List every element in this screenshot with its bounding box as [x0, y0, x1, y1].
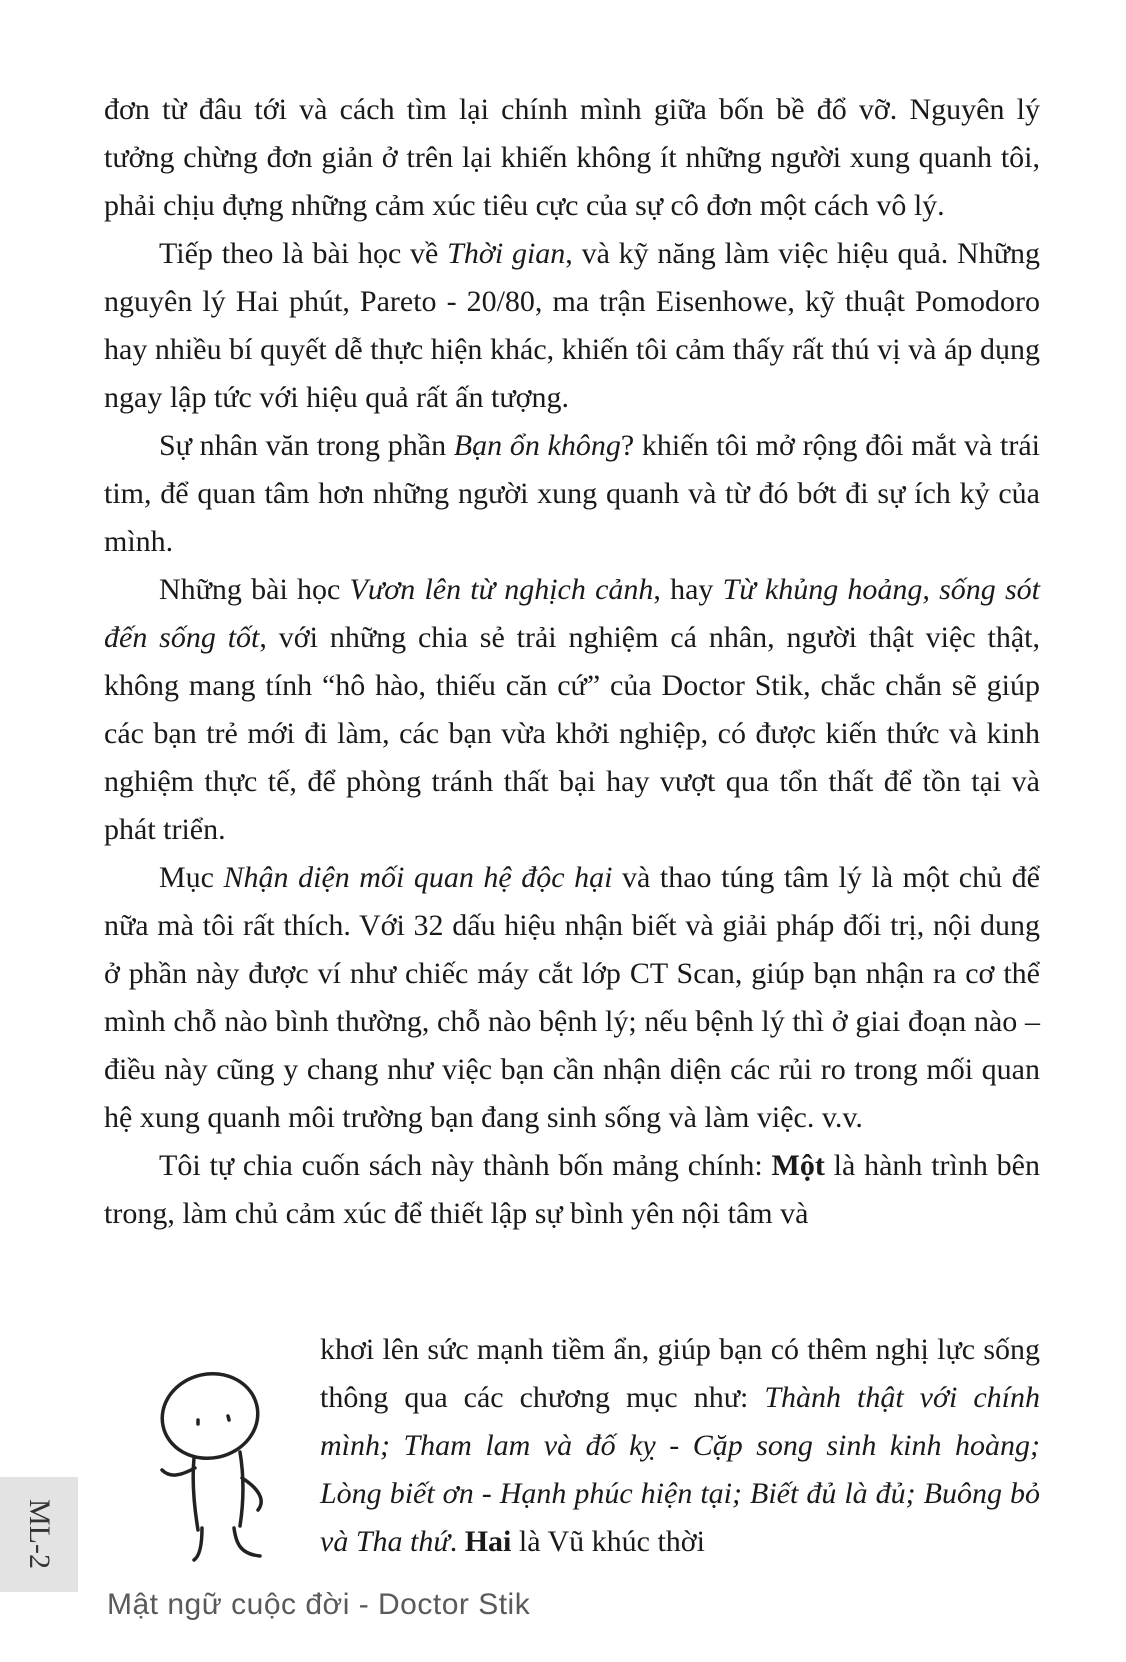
figure-leg-left — [194, 1528, 202, 1560]
figure-arm-left — [162, 1468, 195, 1475]
italic-title: Nhận diện mối quan hệ độc hại — [223, 861, 613, 894]
paragraph-7: khơi lên sức mạnh tiềm ẩn, giúp bạn có thêm nghị lực sống thông qua các chương mục như: Thành thật với chính mình; Tham lam và đố kỵ - Cặp song sinh kinh hoàng; Lòng biết ơn - Hạnh phúc hiện tại; Biết đủ là đủ; Buông bỏ và Tha thứ. Hai là Vũ khúc thời — [320, 1333, 1040, 1558]
italic-title: Vươn lên từ nghịch cảnh — [349, 573, 654, 606]
paragraph-5: Mục Nhận diện mối quan hệ độc hại và thao túng tâm lý là một chủ để nữa mà tôi rất thích. Với 32 dấu hiệu nhận biết và giải pháp đối trị, nội dung ở phần này được ví như chiếc máy cắt lớp CT Scan, giúp bạn nhận ra cơ thể mình chỗ nào bình thường, chỗ nào bệnh lý; nếu bệnh lý thì ở giai đoạn nào – điều này cũng y chang như việc bạn cần nhận diện các rủi ro trong mối quan hệ xung quanh môi trường bạn đang sinh sống và làm việc. v.v. — [104, 861, 1040, 1134]
bold-keyword: Một — [771, 1149, 825, 1182]
figure-arm-right — [242, 1478, 261, 1510]
paragraph-2: Tiếp theo là bài học về Thời gian, và kỹ năng làm việc hiệu quả. Những nguyên lý Hai phút, Pareto - 20/80, ma trận Eisenhowe, kỹ thuật Pomodoro hay nhiều bí quyết dễ thực hiện khác, khiến tôi cảm thấy rất thú vị và áp dụng ngay lập tức với hiệu quả rất ấn tượng. — [104, 237, 1040, 414]
figure-leg-right — [234, 1528, 260, 1556]
page-number-label: ML-2 — [23, 1499, 56, 1569]
italic-chapter-list: Thành thật với chính mình; Tham lam và đố kỵ - Cặp song sinh kinh hoàng; Lòng biết ơn - Hạnh phúc hiện tại; Biết đủ là đủ; Buông bỏ và Tha thứ — [320, 1381, 1040, 1558]
figure-body-right — [240, 1452, 243, 1526]
bold-keyword: Hai — [464, 1525, 512, 1558]
paragraph-1: đơn từ đâu tới và cách tìm lại chính mình giữa bốn bề đổ vỡ. Nguyên lý tưởng chừng đơn giản ở trên lại khiến không ít những người xung quanh tôi, phải chịu đựng những cảm xúc tiêu cực của sự cô đơn một cách vô lý. — [104, 93, 1040, 222]
stick-figure-illustration — [140, 1368, 300, 1568]
paragraph-4: Những bài học Vươn lên từ nghịch cảnh, hay Từ khủng hoảng, sống sót đến sống tốt, với những chia sẻ trải nghiệm cá nhân, người thật việc thật, không mang tính “hô hào, thiếu căn cứ” của Doctor Stik, chắc chắn sẽ giúp các bạn trẻ mới đi làm, các bạn vừa khởi nghiệp, có được kiến thức và kinh nghiệm thực tế, để phòng tránh thất bại hay vượt qua tổn thất để tồn tại và phát triển. — [104, 573, 1041, 846]
paragraph-3: Sự nhân văn trong phần Bạn ổn không? khiến tôi mở rộng đôi mắt và trái tim, để quan tâm hơn những người xung quanh và từ đó bớt đi sự ích kỷ của mình. — [104, 429, 1041, 558]
italic-title: Bạn ổn không — [453, 429, 621, 462]
running-footer: Mật ngữ cuộc đời - Doctor Stik — [107, 1588, 531, 1621]
italic-title: Thời gian — [447, 237, 566, 270]
paragraph-6: Tôi tự chia cuốn sách này thành bốn mảng chính: Một là hành trình bên trong, làm chủ cảm xúc để thiết lập sự bình yên nội tâm và — [104, 1149, 1040, 1230]
italic-title: Từ khủng hoảng, sống sót đến sống tốt — [104, 573, 1041, 654]
wrapped-paragraph — [320, 1326, 1040, 1566]
body-text — [104, 86, 1040, 1238]
figure-eye-right — [228, 1416, 229, 1420]
figure-head — [154, 1368, 265, 1467]
page-side-tab — [0, 1477, 78, 1592]
